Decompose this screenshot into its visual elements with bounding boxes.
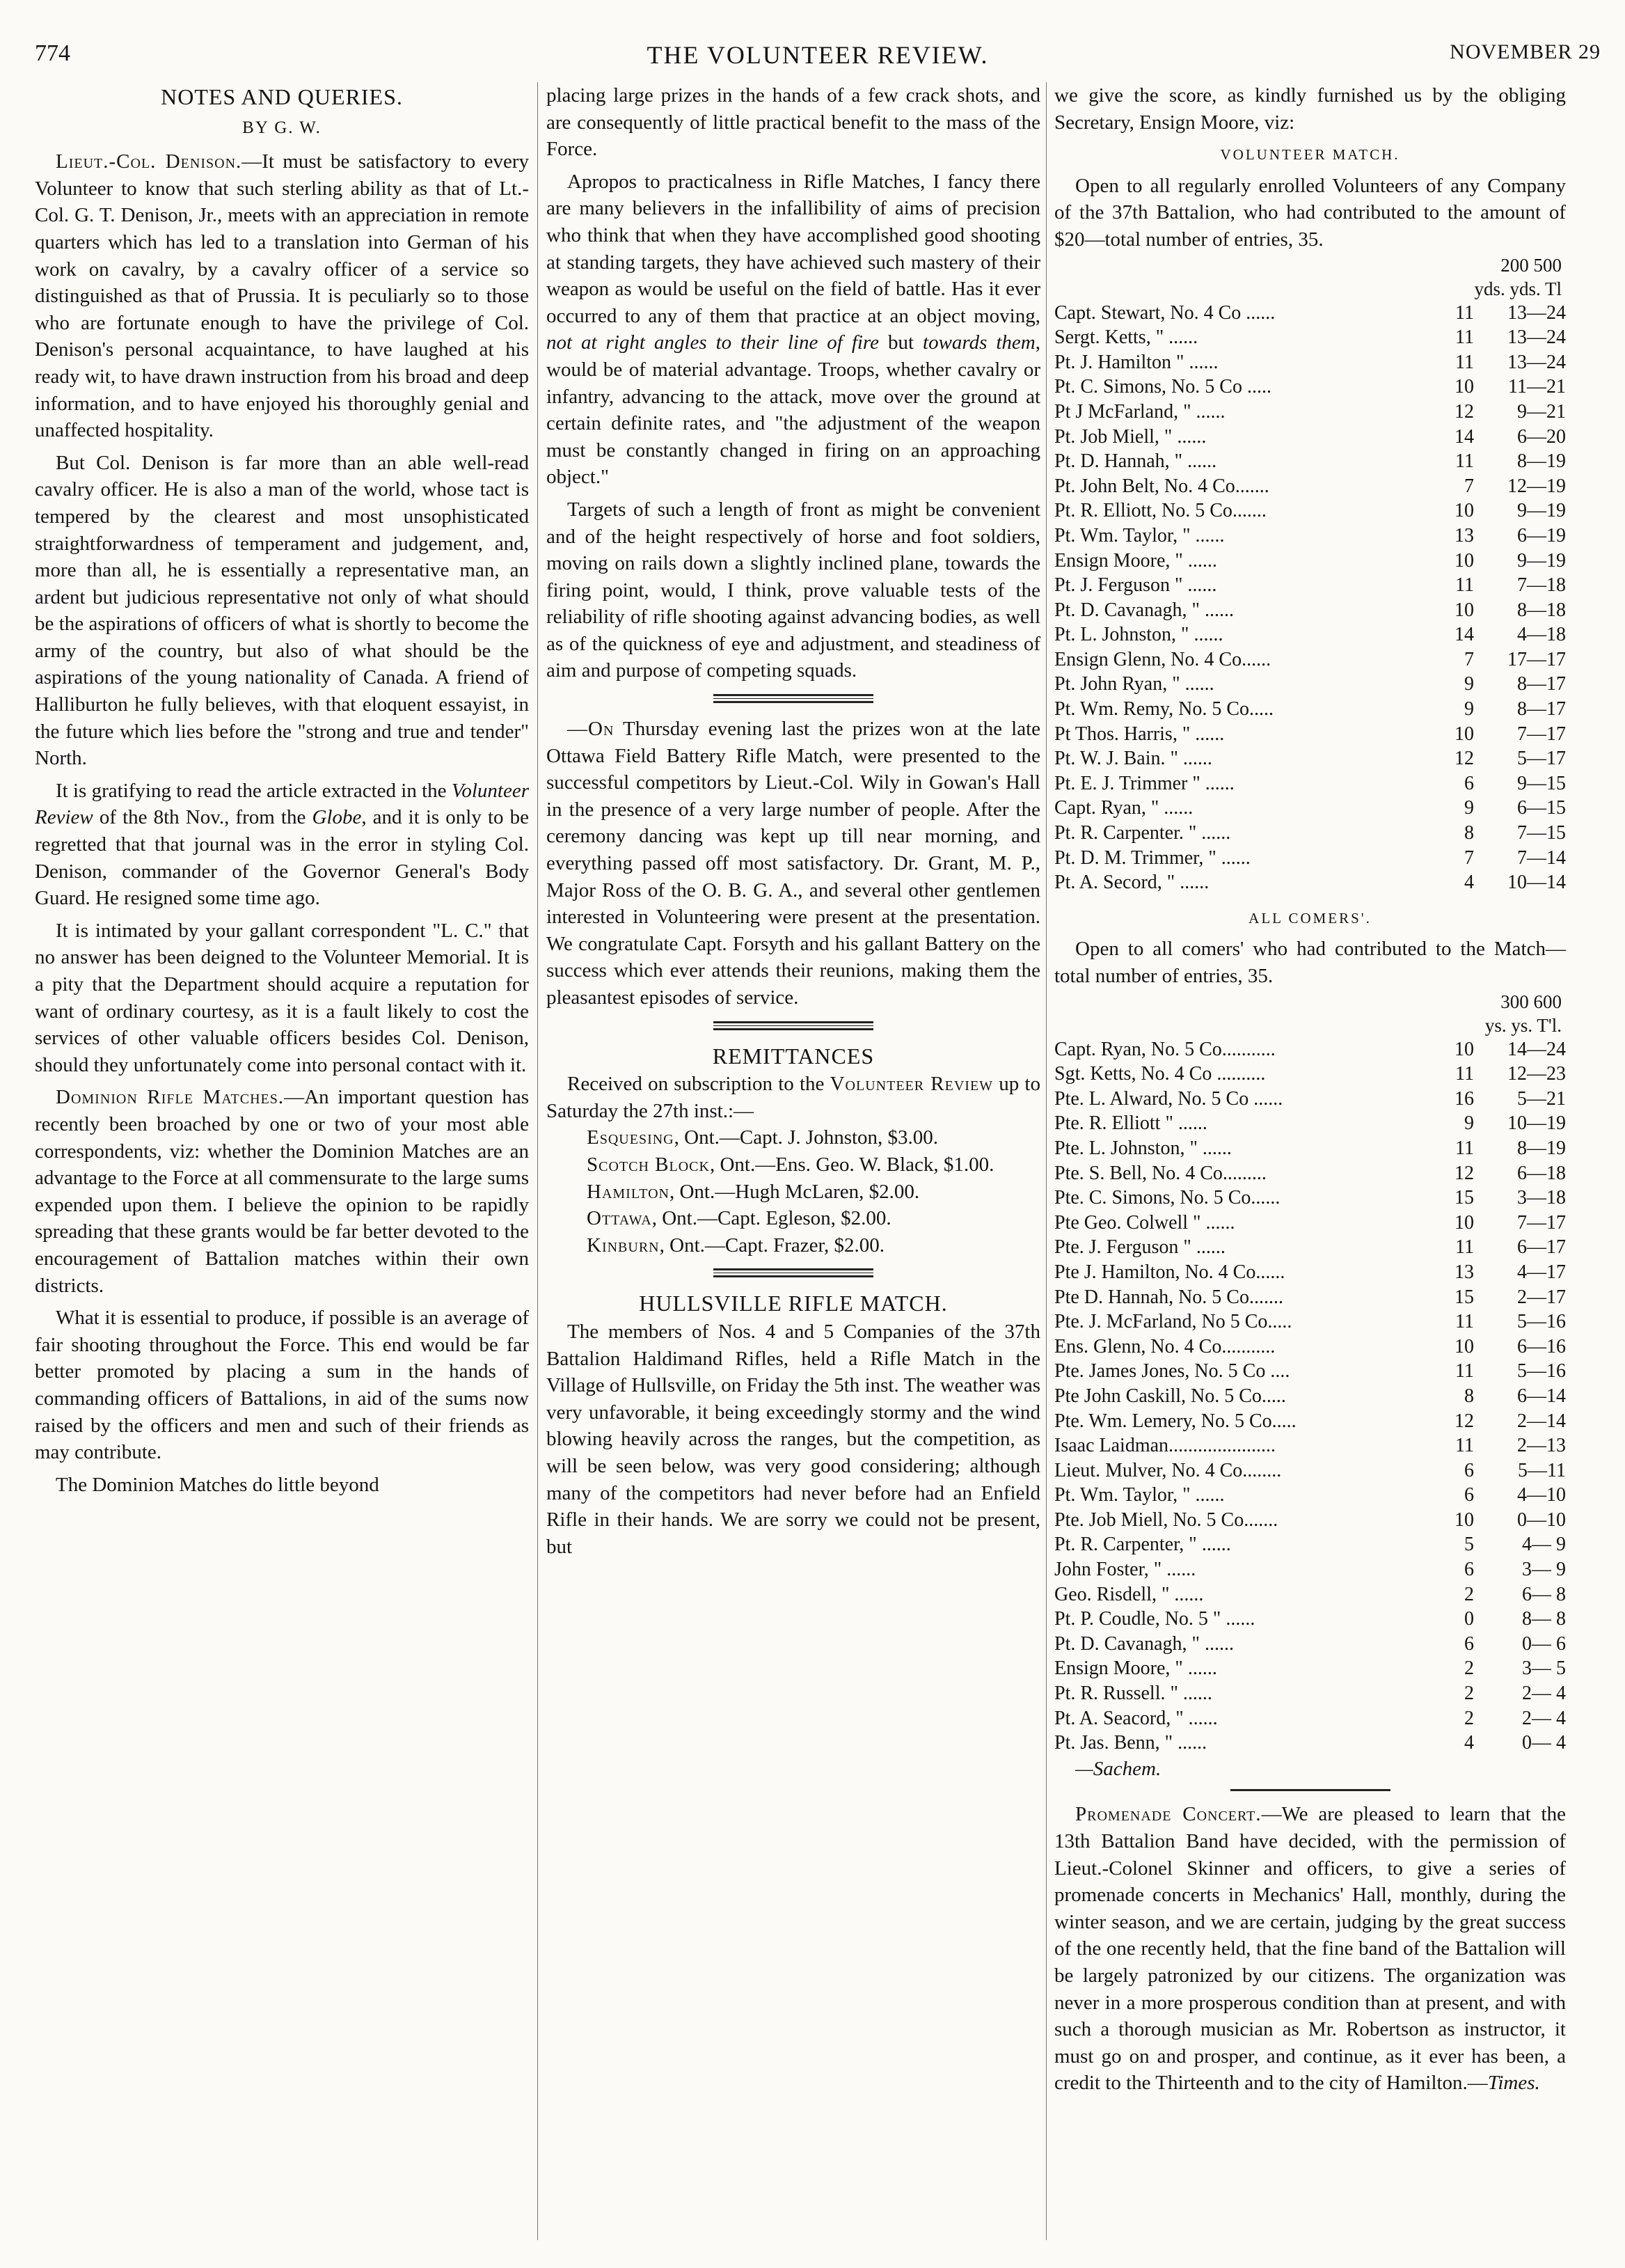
section-divider bbox=[713, 1021, 873, 1030]
score-row bbox=[1054, 1062, 1566, 1087]
score-row bbox=[1054, 846, 1566, 871]
score-value: 13 bbox=[1454, 1261, 1474, 1283]
score-value: 6 bbox=[1464, 1459, 1474, 1481]
score-value: 6 bbox=[1464, 1559, 1474, 1581]
score-value: 4 bbox=[1464, 872, 1474, 894]
score-row bbox=[1054, 1111, 1566, 1136]
score-row bbox=[1054, 1161, 1566, 1186]
competitor-name: Pt. W. J. Bain. " ...... bbox=[1054, 748, 1212, 770]
competitor-name: Geo. Risdell, " ...... bbox=[1054, 1583, 1204, 1605]
score-value: 17—17 bbox=[1507, 648, 1566, 670]
score-value: 13 bbox=[1454, 524, 1474, 546]
paragraph: But Col. Denison is far more than an able well-read cavalry officer. He is also a man of the world, whose tact is tempered by the clearest and most unsophisticated straightforwardness of temperament and judgement, and, more than all, he is essentially a representative man, an ardent but judicious representative not only of what should be the aspirations of officers of what is shortly to become the army of the country, but also of what should be the aspirations of the young nationality of Canada. A friend of Halliburton he fully believes, with that eloquent essayist, in the future which lies before the "strong and true and tender" North. bbox=[35, 451, 529, 770]
score-value: 6 bbox=[1464, 1484, 1474, 1506]
score-row bbox=[1054, 1532, 1566, 1557]
score-value: 8—18 bbox=[1517, 599, 1566, 621]
competitor-name: Pt. C. Simons, No. 5 Co ..... bbox=[1054, 376, 1271, 398]
score-value: 9 bbox=[1464, 1112, 1474, 1135]
page-number: 774 bbox=[35, 40, 70, 66]
competitor-name: Pt. L. Johnston, " ...... bbox=[1054, 624, 1223, 646]
competitor-name: Pte D. Hannah, No. 5 Co....... bbox=[1054, 1286, 1283, 1308]
paragraph: It is gratifying to read the article extracted in the Volunteer Review of the 8th Nov., from the Globe, and it is only to be regretted that that journal was in the error in styling Col. Denison, commander of the Governor General's Body Guard. He resigned some time ago. bbox=[35, 779, 529, 910]
paragraph-lead: Lieut.-Col. Denison. bbox=[56, 150, 242, 173]
score-value: 2— 4 bbox=[1522, 1707, 1566, 1729]
score-value: 11 bbox=[1455, 326, 1474, 349]
score-value: 8—19 bbox=[1517, 450, 1566, 473]
score-value: 11 bbox=[1455, 450, 1474, 473]
score-row bbox=[1054, 1211, 1566, 1236]
competitor-name: John Foster, " ...... bbox=[1054, 1559, 1196, 1581]
paragraph: The Dominion Matches do little beyond bbox=[56, 1473, 379, 1496]
score-row bbox=[1054, 672, 1566, 697]
score-value: 2 bbox=[1464, 1683, 1474, 1705]
score-row bbox=[1054, 746, 1566, 771]
section-title-notes: NOTES AND QUERIES. bbox=[161, 84, 403, 109]
publication-title: THE VOLUNTEER REVIEW. bbox=[647, 41, 989, 69]
score-row bbox=[1054, 1681, 1566, 1706]
score-value: 12 bbox=[1454, 400, 1474, 423]
competitor-name: Pte. J. McFarland, No 5 Co..... bbox=[1054, 1311, 1292, 1333]
score-row bbox=[1054, 1359, 1566, 1384]
score-value: 5—21 bbox=[1517, 1087, 1566, 1110]
score-value: 11 bbox=[1455, 1311, 1474, 1333]
column-1 bbox=[35, 82, 529, 1498]
score-value: 10 bbox=[1454, 376, 1474, 398]
score-value: 11 bbox=[1455, 1435, 1474, 1457]
score-row bbox=[1054, 598, 1566, 623]
score-row bbox=[1054, 622, 1566, 647]
score-value: 0 bbox=[1464, 1608, 1474, 1630]
score-value: 10 bbox=[1454, 599, 1474, 621]
score-row bbox=[1054, 1136, 1566, 1161]
score-row bbox=[1054, 1186, 1566, 1211]
competitor-name: Pt J McFarland, " ...... bbox=[1054, 400, 1226, 423]
score-value: 5—16 bbox=[1517, 1311, 1566, 1333]
score-value: 12 bbox=[1454, 748, 1474, 770]
paragraph: —On Thursday evening last the prizes won at the late Ottawa Field Battery Rifle Match, were presented to the successful competitors by Lieut.-Col. Wily in Gowan's Hall in the presence of a very large number of people. After the ceremony dancing was kept up till near morning, and everything passed off most satisfactory. Dr. Grant, M. P., Major Ross of the O. B. G. A., and several other gentlemen interested in Volunteering were present at the presentation. We congratulate Capt. Forsyth and his gallant Battery on the success which ever attends their reunions, making them the pleasantest episodes of service. bbox=[546, 718, 1040, 1009]
score-value: 9—19 bbox=[1517, 500, 1566, 522]
score-value: 12—23 bbox=[1507, 1063, 1566, 1085]
score-value: 6—18 bbox=[1517, 1162, 1566, 1184]
score-value: 12 bbox=[1454, 1162, 1474, 1184]
score-row bbox=[1054, 1285, 1566, 1310]
score-row bbox=[1054, 771, 1566, 796]
section-title-remittances: REMITTANCES bbox=[712, 1043, 875, 1069]
competitor-name: Pte. S. Bell, No. 4 Co......... bbox=[1054, 1162, 1267, 1184]
remittance-entry: Scotch Block, Ont.—Ens. Geo. W. Black, $1.00. bbox=[587, 1153, 994, 1176]
volunteer-match-desc: Open to all regularly enrolled Volunteers of any Company of the 37th Battalion, who had contributed to the amount of $20—total number of entries, 35. bbox=[1054, 174, 1566, 251]
competitor-name: Pt. Wm. Remy, No. 5 Co..... bbox=[1054, 698, 1274, 720]
score-value: 6—16 bbox=[1517, 1335, 1566, 1357]
score-value: 3— 9 bbox=[1522, 1559, 1566, 1581]
score-value: 5—11 bbox=[1518, 1459, 1566, 1481]
score-row bbox=[1054, 474, 1566, 499]
competitor-name: Pte. James Jones, No. 5 Co .... bbox=[1054, 1360, 1290, 1383]
paragraph: The members of Nos. 4 and 5 Companies of the 37th Battalion Haldimand Rifles, held a Rifle Match in the Village of Hullsville, on Friday the 5th inst. The weather was very unfavorable, it being exceedingly stormy and the wind blowing heavily across the ranges, but the competition, as will be seen below, was very good considering; although many of the competitors had never before had an Enfield Rifle in their hands. We are sorry we could not be present, but bbox=[546, 1320, 1040, 1558]
score-value: 2 bbox=[1464, 1707, 1474, 1729]
score-value: 11 bbox=[1455, 351, 1474, 373]
score-value: 6 bbox=[1464, 772, 1474, 794]
section-divider bbox=[713, 1268, 873, 1277]
score-value: 6—17 bbox=[1517, 1236, 1566, 1259]
competitor-name: Pt. R. Elliott, No. 5 Co....... bbox=[1054, 500, 1267, 522]
score-value: 7 bbox=[1464, 648, 1474, 670]
score-value: 2 bbox=[1464, 1657, 1474, 1680]
score-row bbox=[1054, 1384, 1566, 1409]
score-value: 11 bbox=[1455, 1236, 1474, 1259]
score-value: 11 bbox=[1455, 574, 1474, 597]
score-row bbox=[1054, 350, 1566, 375]
score-value: 13—24 bbox=[1507, 351, 1566, 373]
column-rule bbox=[1046, 82, 1047, 2240]
score-row bbox=[1054, 796, 1566, 821]
competitor-name: Pte. Wm. Lemery, No. 5 Co..... bbox=[1054, 1410, 1297, 1432]
score-value: 14 bbox=[1454, 624, 1474, 646]
competitor-name: Capt. Stewart, No. 4 Co ...... bbox=[1054, 301, 1276, 324]
competitor-name: Pte. Job Miell, No. 5 Co....... bbox=[1054, 1509, 1278, 1531]
section-divider bbox=[1230, 1789, 1390, 1791]
score-value: 9 bbox=[1464, 698, 1474, 720]
score-value: 10—14 bbox=[1507, 872, 1566, 894]
score-value: 3—18 bbox=[1517, 1187, 1566, 1209]
competitor-name: Pt. D. M. Trimmer, " ...... bbox=[1054, 846, 1251, 869]
score-row bbox=[1054, 821, 1566, 846]
paragraph: It is intimated by your gallant correspondent "L. C." that no answer has been deigned to the Volunteer Memorial. It is a pity that the Department should acquire a reputation for want of ordinary courtesy, as it is a fault likely to cost the services of other valuable officers besides Col. Denison, should they unfortunately come into personal contact with it. bbox=[35, 919, 529, 1076]
competitor-name: Pte. L. Alward, No. 5 Co ...... bbox=[1054, 1087, 1283, 1110]
competitor-name: Ensign Glenn, No. 4 Co...... bbox=[1054, 648, 1271, 670]
score-value: 7—17 bbox=[1517, 723, 1566, 745]
score-value: 10 bbox=[1454, 1038, 1474, 1060]
score-value: 15 bbox=[1454, 1187, 1474, 1209]
paragraph: placing large prizes in the hands of a few crack shots, and are consequently of little practical benefit to the mass of the Force. bbox=[546, 84, 1040, 161]
score-value: 2 bbox=[1464, 1583, 1474, 1605]
section-divider bbox=[713, 694, 873, 703]
score-value: 10 bbox=[1454, 1335, 1474, 1357]
column-rule bbox=[537, 82, 538, 2240]
remittance-entry: Hamilton, Ont.—Hugh McLaren, $2.00. bbox=[587, 1180, 920, 1203]
score-value: 10 bbox=[1454, 1211, 1474, 1234]
score-value: 9—15 bbox=[1517, 772, 1566, 794]
competitor-name: Pt. R. Carpenter, " ...... bbox=[1054, 1534, 1231, 1556]
score-value: 13—24 bbox=[1507, 326, 1566, 349]
competitor-name: Pt Thos. Harris, " ...... bbox=[1054, 723, 1225, 745]
score-value: 2— 4 bbox=[1522, 1683, 1566, 1705]
remittance-entry: Esquesing, Ont.—Capt. J. Johnston, $3.00. bbox=[587, 1126, 939, 1149]
score-value: 11 bbox=[1455, 1360, 1474, 1383]
score-row bbox=[1054, 1309, 1566, 1334]
score-row bbox=[1054, 697, 1566, 722]
competitor-name: Pt. A. Seacord, " ...... bbox=[1054, 1707, 1218, 1729]
competitor-name: Pt. J. Ferguson " ...... bbox=[1054, 574, 1217, 597]
score-row bbox=[1054, 1731, 1566, 1756]
all-comers-desc: Open to all comers' who had contributed to the Match—total number of entries, 35. bbox=[1054, 938, 1566, 987]
score-row bbox=[1054, 1458, 1566, 1483]
score-header: 200 500 bbox=[1500, 254, 1562, 276]
score-value: 6— 8 bbox=[1522, 1583, 1566, 1605]
score-row bbox=[1054, 1087, 1566, 1112]
score-header: 300 600 bbox=[1500, 991, 1562, 1012]
score-value: 4—17 bbox=[1517, 1261, 1566, 1283]
competitor-name: Pt. John Ryan, " ...... bbox=[1054, 673, 1214, 695]
score-row bbox=[1054, 1260, 1566, 1285]
score-value: 7—15 bbox=[1517, 822, 1566, 844]
byline: BY G. W. bbox=[242, 118, 322, 137]
score-value: 6—15 bbox=[1517, 797, 1566, 819]
column-3 bbox=[1054, 82, 1566, 2097]
competitor-name: Pt. D. Hannah, " ...... bbox=[1054, 450, 1217, 473]
score-value: 8—17 bbox=[1517, 698, 1566, 720]
competitor-name: Sergt. Ketts, " ...... bbox=[1054, 326, 1198, 349]
score-row bbox=[1054, 1235, 1566, 1260]
score-value: 11 bbox=[1455, 301, 1474, 324]
competitor-name: Sgt. Ketts, No. 4 Co .......... bbox=[1054, 1063, 1266, 1085]
competitor-name: Pt. J. Hamilton " ...... bbox=[1054, 351, 1219, 373]
volunteer-match-title: VOLUNTEER MATCH. bbox=[1220, 146, 1400, 164]
score-value: 2—13 bbox=[1517, 1435, 1566, 1457]
score-value: 9—21 bbox=[1517, 400, 1566, 423]
score-value: 6 bbox=[1464, 1632, 1474, 1655]
score-value: 7—18 bbox=[1517, 574, 1566, 597]
paragraph: Targets of such a length of front as might be convenient and of the height respectively of horse and foot soldiers, moving on rails down a slightly inclined plane, towards the firing point, would, I think, prove valuable tests of the reliability of rifle shooting against advancing bodies, as well as of the quickness of eye and adjustment, and steadiness of aim and purpose of competing squads. bbox=[546, 498, 1040, 682]
score-row bbox=[1054, 1409, 1566, 1434]
score-value: 10 bbox=[1454, 500, 1474, 522]
score-value: 8— 8 bbox=[1522, 1608, 1566, 1630]
score-value: 5 bbox=[1464, 1534, 1474, 1556]
competitor-name: Pte John Caskill, No. 5 Co..... bbox=[1054, 1385, 1286, 1407]
score-row bbox=[1054, 1037, 1566, 1062]
score-row bbox=[1054, 1508, 1566, 1533]
competitor-name: Pt. D. Cavanagh, " ...... bbox=[1054, 1632, 1234, 1655]
column-2 bbox=[546, 82, 1040, 1560]
score-value: 5—16 bbox=[1517, 1360, 1566, 1383]
score-value: 7—14 bbox=[1517, 846, 1566, 869]
competitor-name: Lieut. Mulver, No. 4 Co........ bbox=[1054, 1459, 1282, 1481]
score-row bbox=[1054, 375, 1566, 400]
paragraph: Lieut.-Col. Denison.—It must be satisfactory to every Volunteer to know that such sterling ability as that of Lt.-Col. G. T. Denison, Jr., meets with an appreciation in remote quarters which has led to a translation into German of his work on cavalry, by a cavalry officer of a service so distinguished as that of Prussia. It is peculiarly so to those who are fortunate enough to have the privilege of Col. Denison's personal acquaintance, to have laughed at his ready wit, to have drawn instruction from his broad and deep information, and to have enjoyed his thoroughly genial and unaffected hospitality. bbox=[35, 150, 529, 442]
score-row bbox=[1054, 400, 1566, 425]
score-value: 4—18 bbox=[1517, 624, 1566, 646]
competitor-name: Pt. Wm. Taylor, " ...... bbox=[1054, 524, 1225, 546]
paragraph: Dominion Rifle Matches.—An important question has recently been broached by one or two of your most able correspondents, viz: whether the Dominion Matches are an advantage to the Force at all commensurate to the large sums expended upon them. I believe the opinion to be rapidly spreading that these grants would be far better devoted to the encouragement of Battalion matches within their own districts. bbox=[35, 1086, 529, 1297]
paragraph: we give the score, as kindly furnished us by the obliging Secretary, Ensign Moore, viz: bbox=[1054, 84, 1566, 134]
competitor-name: Pte J. Hamilton, No. 4 Co...... bbox=[1054, 1261, 1285, 1283]
score-value: 0—10 bbox=[1517, 1509, 1566, 1531]
score-value: 12—19 bbox=[1507, 475, 1566, 497]
score-value: 16 bbox=[1454, 1087, 1474, 1110]
score-value: 2—14 bbox=[1517, 1410, 1566, 1432]
competitor-name: Pt. Job Miell, " ...... bbox=[1054, 425, 1207, 448]
competitor-name: Pt. Jas. Benn, " ...... bbox=[1054, 1732, 1207, 1754]
score-value: 14 bbox=[1454, 425, 1474, 448]
competitor-name: Pt. R. Carpenter. " ...... bbox=[1054, 822, 1231, 844]
score-row bbox=[1054, 1557, 1566, 1582]
paragraph-lead: Dominion Rifle Matches. bbox=[56, 1086, 285, 1109]
score-row bbox=[1054, 1632, 1566, 1657]
score-value: 8—17 bbox=[1517, 673, 1566, 695]
score-value: 9 bbox=[1464, 673, 1474, 695]
score-value: 10 bbox=[1454, 723, 1474, 745]
score-value: 6—20 bbox=[1517, 425, 1566, 448]
all-comers-title: ALL COMERS'. bbox=[1249, 909, 1372, 927]
score-value: 11 bbox=[1455, 1137, 1474, 1159]
score-value: 6—14 bbox=[1517, 1385, 1566, 1407]
score-row bbox=[1054, 1433, 1566, 1458]
score-value: 4— 9 bbox=[1522, 1534, 1566, 1556]
paragraph: Promenade Concert.—We are pleased to learn that the 13th Battalion Band have decided, with the permission of Lieut.-Colonel Skinner and officers, to give a series of promenade concerts in Mechanics' Hall, monthly, during the winter season, and we are certain, judging by the great success of the one recently held, that the fine band of the Battalion will be largely patronized by our citizens. The organization was never in a more prosperous condition than at present, and with such a thorough musician as Mr. Robertson as instructor, it must go on and prosper, and continue, as it ever has been, a credit to the Thirteenth and to the city of Hamilton.—Times. bbox=[1054, 1803, 1566, 2095]
competitor-name: Capt. Ryan, No. 5 Co........... bbox=[1054, 1038, 1276, 1060]
score-value: 9 bbox=[1464, 797, 1474, 819]
score-value: 9—19 bbox=[1517, 549, 1566, 572]
competitor-name: Isaac Laidman...................... bbox=[1054, 1435, 1276, 1457]
score-value: 8—19 bbox=[1517, 1137, 1566, 1159]
paragraph: What it is essential to produce, if possible is an average of fair shooting throughout the Force. This end would be far better promoted by placing a sum in the hands of commanding officers of Battalions, in aid of the sums now raised by the officers and men and such of their friends as may contribute. bbox=[35, 1307, 529, 1464]
signature: —Sachem. bbox=[1075, 1757, 1162, 1780]
competitor-name: Pt. Wm. Taylor, " ...... bbox=[1054, 1484, 1225, 1506]
remittances-list bbox=[546, 1124, 1040, 1259]
score-row bbox=[1054, 301, 1566, 326]
score-value: 7—17 bbox=[1517, 1211, 1566, 1234]
page-header bbox=[35, 40, 1601, 75]
score-value: 5—17 bbox=[1517, 748, 1566, 770]
all-comers-scores bbox=[1054, 1037, 1566, 1756]
competitor-name: Pt. E. J. Trimmer " ...... bbox=[1054, 772, 1235, 794]
score-row bbox=[1054, 1656, 1566, 1681]
score-value: 11 bbox=[1455, 1063, 1474, 1085]
score-value: 10 bbox=[1454, 549, 1474, 572]
issue-date: NOVEMBER 29 bbox=[1450, 40, 1601, 63]
score-row bbox=[1054, 1483, 1566, 1508]
competitor-name: Ensign Moore, " ...... bbox=[1054, 549, 1217, 572]
score-row bbox=[1054, 722, 1566, 747]
score-value: 13—24 bbox=[1507, 301, 1566, 324]
competitor-name: Pte. J. Ferguson " ...... bbox=[1054, 1236, 1226, 1259]
score-value: 3— 5 bbox=[1522, 1657, 1566, 1680]
score-row bbox=[1054, 573, 1566, 598]
score-value: 10 bbox=[1454, 1509, 1474, 1531]
score-row bbox=[1054, 647, 1566, 672]
competitor-name: Ens. Glenn, No. 4 Co........... bbox=[1054, 1335, 1276, 1357]
competitor-name: Pte. R. Elliott " ...... bbox=[1054, 1112, 1207, 1135]
paragraph: Apropos to practicalness in Rifle Matches, I fancy there are many believers in the infallibility of aims of precision who think that when they have accomplished good shooting at standing targets, they have achieved such mastery of their weapon as would be useful on the field of battle. Has it ever occurred to any of them that practice at an object moving, not at right angles to their line of fire but towards them, would be of material advantage. Troops, whether cavalry or infantry, advancing to the attack, move over the ground at certain definite rates, and "the adjustment of the weapon must be constantly changed in firing on an approaching object." bbox=[546, 170, 1040, 489]
score-row bbox=[1054, 1607, 1566, 1632]
score-value: 2—17 bbox=[1517, 1286, 1566, 1308]
score-value: 7 bbox=[1464, 846, 1474, 869]
score-value: 0— 6 bbox=[1522, 1632, 1566, 1655]
score-header: ys. ys. T'l. bbox=[1484, 1014, 1562, 1036]
section-title-hullsville: HULLSVILLE RIFLE MATCH. bbox=[639, 1291, 948, 1316]
competitor-name: Ensign Moore, " ...... bbox=[1054, 1657, 1217, 1680]
competitor-name: Pt. John Belt, No. 4 Co....... bbox=[1054, 475, 1269, 497]
remittance-entry: Ottawa, Ont.—Capt. Egleson, $2.00. bbox=[587, 1207, 891, 1230]
score-row bbox=[1054, 1334, 1566, 1360]
score-value: 6—19 bbox=[1517, 524, 1566, 546]
competitor-name: Pt. R. Russell. " ...... bbox=[1054, 1683, 1212, 1705]
score-row bbox=[1054, 1582, 1566, 1607]
score-row bbox=[1054, 523, 1566, 549]
competitor-name: Pt. D. Cavanagh, " ...... bbox=[1054, 599, 1234, 621]
competitor-name: Pt. P. Coudle, No. 5 " ...... bbox=[1054, 1608, 1255, 1630]
score-header: yds. yds. Tl bbox=[1474, 278, 1562, 299]
score-value: 7 bbox=[1464, 475, 1474, 497]
score-row bbox=[1054, 870, 1566, 895]
score-value: 0— 4 bbox=[1522, 1732, 1566, 1754]
score-row bbox=[1054, 549, 1566, 574]
score-value: 10—19 bbox=[1507, 1112, 1566, 1135]
competitor-name: Pte. L. Johnston, " ...... bbox=[1054, 1137, 1232, 1159]
remittance-entry: Kinburn, Ont.—Capt. Frazer, $2.00. bbox=[587, 1234, 885, 1257]
score-row bbox=[1054, 498, 1566, 523]
competitor-name: Capt. Ryan, " ...... bbox=[1054, 797, 1194, 819]
score-value: 8 bbox=[1464, 822, 1474, 844]
score-row bbox=[1054, 1706, 1566, 1731]
score-value: 14—24 bbox=[1507, 1038, 1566, 1060]
score-value: 11—21 bbox=[1508, 376, 1566, 398]
score-value: 15 bbox=[1454, 1286, 1474, 1308]
score-value: 12 bbox=[1454, 1410, 1474, 1432]
remittances-intro: Received on subscription to the Volunteer Review up to Saturday the 27th inst.:— bbox=[546, 1073, 1040, 1122]
score-row bbox=[1054, 325, 1566, 350]
competitor-name: Pte. C. Simons, No. 5 Co...... bbox=[1054, 1187, 1281, 1209]
score-row bbox=[1054, 425, 1566, 450]
score-value: 8 bbox=[1464, 1385, 1474, 1407]
score-value: 4—10 bbox=[1517, 1484, 1566, 1506]
volunteer-match-scores bbox=[1054, 301, 1566, 895]
score-value: 4 bbox=[1464, 1732, 1474, 1754]
score-row bbox=[1054, 449, 1566, 474]
competitor-name: Pt. A. Secord, " ...... bbox=[1054, 872, 1210, 894]
competitor-name: Pte Geo. Colwell " ...... bbox=[1054, 1211, 1235, 1234]
